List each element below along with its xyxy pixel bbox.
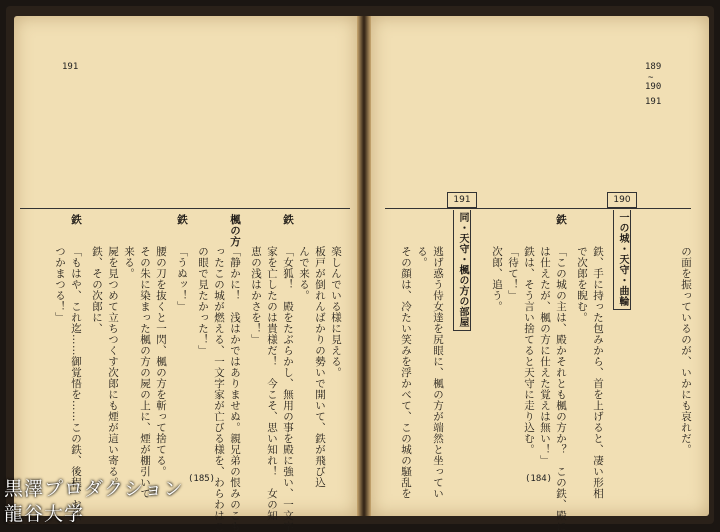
right-scene-rule xyxy=(385,208,691,209)
script-line: る。 xyxy=(416,246,428,268)
watermark-line2: 龍谷大学 xyxy=(4,503,85,525)
scene-191-number: 191 xyxy=(447,192,477,208)
speaker-name: 鉄 xyxy=(555,214,567,225)
script-line: 鉄、手に持った包みから、首を上げると、凄い形相 xyxy=(592,246,604,499)
script-line: 次郎、追う。 xyxy=(491,246,503,312)
script-line: 鉄は、そう言い捨てると天守に走り込む。 xyxy=(523,246,535,455)
watermark-line1: 黒澤プロダクション xyxy=(4,478,184,500)
right-page-number-mid: 190 xyxy=(645,82,662,92)
script-line: 「この城の主は、殿かそれとも楓の方か？ この鉄、殿に xyxy=(555,246,567,532)
script-line: 腰の刀を抜くと一閃、楓の方を斬って捨てる。 xyxy=(155,246,167,477)
scene-190-heading: 一の城・天守・曲輪 xyxy=(613,210,631,310)
right-page-number-bottom: 191 xyxy=(645,97,662,107)
script-line: 「静かに！ 浅はかではありませぬ。親兄弟の恨みのこも xyxy=(229,246,241,532)
speaker-name: 楓の方 xyxy=(229,214,241,247)
script-line: 「女狐！ 殿をたぶらかし、無用の事を殿に強い、一文字 xyxy=(282,246,294,532)
script-line: 「うぬッ！」 xyxy=(176,246,188,312)
script-line: 「もはや、これ迄……御覚悟を……この鉄、後程、お供 xyxy=(70,246,82,521)
script-line: の面を振っているのが、いかにも哀れだ。 xyxy=(680,246,692,455)
left-folio: (185) xyxy=(188,474,216,484)
script-line: は仕えたが、楓の方に仕えた覚えは無い！」 xyxy=(539,246,551,466)
script-line: 逃げ惑う侍女達を尻眼に、楓の方が端然と坐ってい xyxy=(432,246,444,499)
right-folio: (184) xyxy=(525,474,553,484)
speaker-name: 鉄 xyxy=(282,214,294,225)
script-line: んで来る。 xyxy=(298,246,310,301)
script-line: その顔は、冷たい笑みを浮かべて、この城の騒乱を xyxy=(400,246,412,499)
left-page-number: 191 xyxy=(62,62,79,72)
script-line: の眼で見たかった！」 xyxy=(197,246,209,356)
script-line: 「待て！」 xyxy=(507,246,519,301)
scene-190-number: 190 xyxy=(607,192,637,208)
script-line: 楽しんでいる様に見える。 xyxy=(330,246,342,378)
speaker-name: 鉄 xyxy=(70,214,82,225)
script-line: 鉄、その次郎に、 xyxy=(91,246,103,334)
script-line: 板戸が倒れんばかりの勢いで開いて、鉄が飛び込 xyxy=(314,246,326,488)
left-scene-rule xyxy=(20,208,350,209)
script-line: ったこの城が燃える、一文字家が亡びる様を、わらわはこ xyxy=(213,246,225,532)
right-page-number-top: 189 xyxy=(645,62,662,72)
speaker-name: 鉄 xyxy=(176,214,188,225)
script-line: 屍を見つめて立ちつくす次郎にも煙が這い寄る。 xyxy=(107,246,119,488)
script-line: で次郎を睨む。 xyxy=(576,246,588,323)
script-line: 来る。 xyxy=(123,246,135,279)
script-line: その朱に染まった楓の方の屍の上に、煙が棚引いて xyxy=(139,246,151,499)
scene-191-heading: 同・天守・楓の方の部屋 xyxy=(453,210,471,331)
book-spine xyxy=(357,16,371,516)
right-page-number-tilde: ~ xyxy=(648,73,654,83)
script-line: 家を亡したのは貴様だ！ 今こそ、思い知れ！ 女の知 xyxy=(266,246,278,521)
script-line: 恵の浅はかさを！」 xyxy=(250,246,262,345)
script-line: つかまつる！」 xyxy=(54,246,66,323)
